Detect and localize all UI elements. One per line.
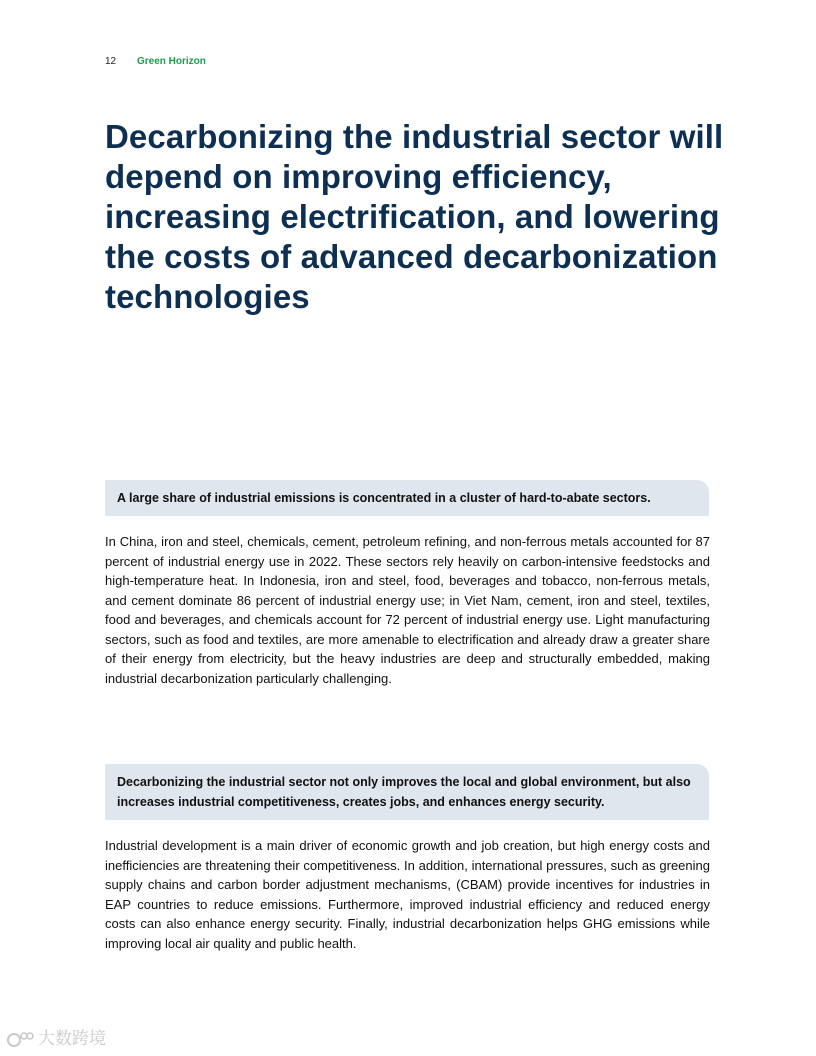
body-paragraph-emissions: In China, iron and steel, chemicals, cement, petroleum refining, and non-ferrous metals accounted for 87 percent of industrial energy use in 2022. These sectors rely heavily on carbon-intensive feedstocks and high-temperature heat. In Indonesia, iron and steel, food, beverages and tobacco, non-ferrous metals, and cement dominate 86 percent of industrial energy use; in Viet Nam, cement, iron and steel, textiles, food and beverages, and chemicals account for 72 percent of industrial energy use. Light manufacturing sectors, such as food and textiles, are more amenable to electrification and already draw a greater share of their energy from electricity, but the heavy industries are deep and structurally embedded, making industrial decarbonization particularly challenging.: [105, 534, 710, 686]
watermark-logo-icon: [6, 1029, 36, 1049]
watermark: [6, 1028, 106, 1050]
watermark-text: 大数跨境: [38, 1029, 106, 1048]
callout-box-competitiveness: Decarbonizing the industrial sector not only improves the local and global environment, but also increases industrial competitiveness, creates jobs, and enhances energy security.: [105, 764, 709, 820]
body-paragraph-competitiveness: Industrial development is a main driver of economic growth and job creation, but high energy costs and inefficiencies are threatening their competitiveness. In addition, international pressures, such as greening supply chains and carbon border adjustment mechanisms, (CBAM) provide incentives for industries in EAP countries to reduce emissions. Furthermore, improved industrial efficiency and reduced energy costs can also enhance energy security. Finally, industrial decarbonization helps GHG emissions while improving local air quality and public health.: [105, 838, 710, 951]
page-number: 12: [105, 56, 117, 67]
running-title: Green Horizon: [137, 56, 206, 67]
page-header: [105, 55, 206, 69]
page-headline: Decarbonizing the industrial sector will depend on improving efficiency, increasing electrification, and lowering the costs of advanced decarbonization technologies: [105, 118, 724, 315]
callout-box-emissions: A large share of industrial emissions is concentrated in a cluster of hard-to-abate sectors.: [105, 480, 709, 516]
